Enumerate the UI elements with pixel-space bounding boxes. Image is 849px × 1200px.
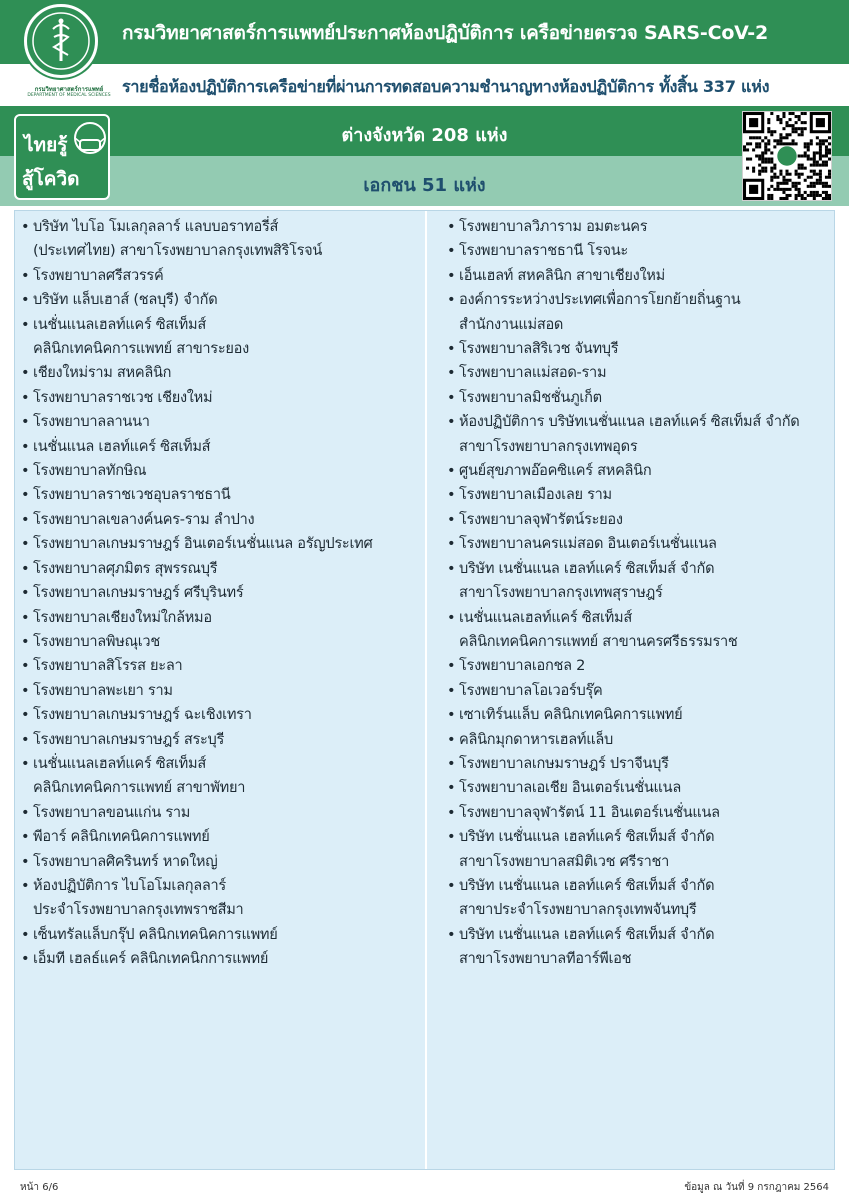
lab-name: โรงพยาบาลศรีสวรรค์	[33, 266, 164, 284]
lab-name: บริษัท แล็บเฮาส์ (ชลบุรี) จำกัด	[33, 291, 218, 309]
list-item	[19, 557, 421, 581]
dept-name-th: กรมวิทยาศาสตร์การแพทย์	[34, 86, 104, 93]
list-item	[445, 776, 833, 800]
list-item	[19, 850, 421, 874]
qr-code-icon	[743, 112, 831, 200]
list-item	[445, 654, 833, 678]
list-item	[445, 606, 833, 655]
list-item	[19, 532, 421, 556]
right-lab-list	[445, 215, 833, 972]
lab-name: โรงพยาบาลราชธานี โรจนะ	[459, 242, 628, 260]
list-item	[19, 288, 421, 312]
lab-name: โรงพยาบาลเกษมราษฎร์ ฉะเชิงเทรา	[33, 706, 252, 724]
list-item	[445, 923, 833, 972]
data-date: ข้อมูล ณ วันที่ 9 กรกฎาคม 2564	[684, 1182, 829, 1193]
list-item	[445, 728, 833, 752]
list-item	[445, 264, 833, 288]
list-item	[19, 386, 421, 410]
lab-name: โรงพยาบาลราชเวช เชียงใหม่	[33, 388, 213, 406]
lab-name: ศูนย์สุขภาพอ๊อคซิแคร์ สหคลินิก	[459, 462, 652, 480]
list-item	[445, 361, 833, 385]
lab-name-line-2: สาขาโรงพยาบาลทีอาร์พีเอช	[459, 950, 632, 968]
lab-name: ห้องปฏิบัติการ บริษัทเนชั่นแนล เฮลท์แคร์ ซิสเท็มส์ จำกัด	[459, 413, 800, 431]
lab-name: โรงพยาบาลสิโรรส ยะลา	[33, 657, 183, 675]
lab-name: บริษัท ไบโอ โมเลกุลลาร์ แลบบอราทอรี่ส์	[33, 218, 279, 235]
list-item	[19, 215, 421, 264]
list-item	[445, 459, 833, 483]
list-item	[19, 630, 421, 654]
lab-name-line-2: สาขาโรงพยาบาลกรุงเทพสุราษฎร์	[459, 584, 663, 602]
lab-name-line-2: ประจำโรงพยาบาลกรุงเทพราชสีมา	[33, 901, 244, 919]
list-item	[19, 313, 421, 362]
list-item	[19, 703, 421, 727]
list-item	[445, 532, 833, 556]
lab-name: โรงพยาบาลขอนแก่น ราม	[33, 803, 191, 821]
lab-name: พีอาร์ คลินิกเทคนิคการแพทย์	[33, 828, 210, 846]
lab-name: ห้องปฏิบัติการ ไบโอโมเลกุลลาร์	[33, 876, 226, 894]
list-item	[19, 361, 421, 385]
list-item	[19, 435, 421, 459]
list-item	[445, 386, 833, 410]
lab-name: เนชั่นแนล เฮลท์แคร์ ซิสเท็มส์	[33, 437, 211, 455]
list-item	[19, 752, 421, 801]
lab-name: บริษัท เนชั่นแนล เฮลท์แคร์ ซิสเท็มส์ จำกัด	[459, 559, 715, 577]
lab-name: โรงพยาบาลราชเวชอุบลราชธานี	[33, 486, 231, 504]
list-item	[19, 654, 421, 678]
list-item	[19, 483, 421, 507]
list-item	[445, 825, 833, 874]
list-item	[19, 825, 421, 849]
dept-name-en: DEPARTMENT OF MEDICAL SCIENCES	[27, 93, 111, 98]
list-item	[19, 606, 421, 630]
column-divider	[425, 211, 427, 1169]
lab-name: โรงพยาบาลเอกชล 2	[459, 657, 586, 675]
lab-name: โรงพยาบาลเขลางค์นคร-ราม ลำปาง	[33, 510, 255, 528]
list-item	[19, 410, 421, 434]
list-item	[445, 410, 833, 459]
lab-name: บริษัท เนชั่นแนล เฮลท์แคร์ ซิสเท็มส์ จำกัด	[459, 828, 715, 846]
lab-name-line-2: สาขาโรงพยาบาลกรุงเทพอุดร	[459, 437, 638, 455]
lab-name-line-2: คลินิกเทคนิคการแพทย์ สาขานครศรีธรรมราช	[459, 632, 738, 650]
list-item	[445, 557, 833, 606]
lab-name: โรงพยาบาลโอเวอร์บรุ๊ค	[459, 681, 603, 699]
lab-name-line-2: สาขาประจำโรงพยาบาลกรุงเทพจันทบุรี	[459, 901, 697, 919]
lab-name: เนชั่นแนลเฮลท์แคร์ ซิสเท็มส์	[33, 315, 206, 333]
list-item	[445, 679, 833, 703]
lab-name: เซ็นทรัลแล็บกรุ๊ป คลินิกเทคนิคการแพทย์	[33, 925, 278, 943]
list-item	[19, 923, 421, 947]
dms-logo	[14, 4, 110, 100]
left-lab-list	[19, 215, 421, 972]
section-band	[0, 106, 849, 206]
lab-name: เอ็มที เฮลธ์แคร์ คลินิกเทคนิกการแพทย์	[33, 950, 269, 968]
lab-name: โรงพยาบาลเมืองเลย ราม	[459, 486, 612, 504]
lab-name: โรงพยาบาลเกษมราษฎร์ อินเตอร์เนชั่นแนล อรัญประเทศ	[33, 535, 373, 553]
campaign-badge	[14, 114, 110, 200]
lab-name: โรงพยาบาลลานนา	[33, 413, 150, 431]
list-item	[445, 801, 833, 825]
lab-name-line-2: คลินิกเทคนิคการแพทย์ สาขาระยอง	[33, 340, 249, 358]
lab-name: โรงพยาบาลวิภาราม อมตะนคร	[459, 218, 648, 235]
lab-name: โรงพยาบาลเกษมราษฎร์ ปราจีนบุรี	[459, 754, 669, 772]
badge-line-1: ไทยรู้	[24, 134, 68, 156]
lab-name: บริษัท เนชั่นแนล เฮลท์แคร์ ซิสเท็มส์ จำกัด	[459, 876, 715, 894]
page-title: กรมวิทยาศาสตร์การแพทย์ประกาศห้องปฏิบัติการ เครือข่ายตรวจ SARS-CoV-2	[122, 22, 769, 44]
lab-name: เนชั่นแนลเฮลท์แคร์ ซิสเท็มส์	[33, 754, 206, 772]
list-item	[19, 581, 421, 605]
list-item	[445, 483, 833, 507]
lab-name: เอ็นเฮลท์ สหคลินิก สาขาเชียงใหม่	[459, 266, 665, 284]
lab-name: เนชั่นแนลเฮลท์แคร์ ซิสเท็มส์	[459, 608, 632, 626]
lab-name: องค์การระหว่างประเทศเพื่อการโยกย้ายถิ่นฐาน	[459, 291, 741, 309]
list-item	[19, 459, 421, 483]
lab-name: โรงพยาบาลเกษมราษฎร์ ศรีบุรินทร์	[33, 584, 244, 602]
lab-name: โรงพยาบาลเกษมราษฎร์ สระบุรี	[33, 730, 225, 748]
lab-name-line-2: คลินิกเทคนิคการแพทย์ สาขาพัทยา	[33, 779, 246, 797]
lab-name: โรงพยาบาลมิชชั่นภูเก็ต	[459, 388, 602, 406]
lab-name-line-2: สาขาโรงพยาบาลสมิติเวช ศรีราชา	[459, 852, 670, 870]
lab-name-line-2: สำนักงานแม่สอด	[459, 315, 564, 333]
lab-name: โรงพยาบาลจุฬารัตน์ระยอง	[459, 510, 623, 528]
face-mask-icon	[72, 120, 108, 160]
lab-name: โรงพยาบาลจุฬารัตน์ 11 อินเตอร์เนชั่นแนล	[459, 803, 720, 821]
lab-name: โรงพยาบาลทักษิณ	[33, 462, 147, 480]
list-item	[19, 947, 421, 971]
list-item	[445, 239, 833, 263]
sector-heading: เอกชน 51 แห่ง	[363, 175, 486, 196]
lab-name: โรงพยาบาลสิริเวช จันทบุรี	[459, 340, 619, 358]
list-item	[445, 508, 833, 532]
lab-name: โรงพยาบาลศุภมิตร สุพรรณบุรี	[33, 559, 218, 577]
list-item	[445, 215, 833, 239]
lab-name: โรงพยาบาลเอเชีย อินเตอร์เนชั่นแนล	[459, 779, 681, 797]
badge-line-2: สู้โควิด	[22, 168, 80, 190]
lab-name: โรงพยาบาลแม่สอด-ราม	[459, 364, 607, 382]
list-item	[19, 728, 421, 752]
lab-name: บริษัท เนชั่นแนล เฮลท์แคร์ ซิสเท็มส์ จำกัด	[459, 925, 715, 943]
list-item	[445, 703, 833, 727]
lab-list-panel	[14, 210, 835, 1170]
lab-name: โรงพยาบาลพะเยา ราม	[33, 681, 173, 699]
lab-name: โรงพยาบาลนครแม่สอด อินเตอร์เนชั่นแนล	[459, 535, 717, 553]
list-item	[19, 508, 421, 532]
dms-emblem-icon	[24, 4, 98, 78]
region-heading: ต่างจังหวัด 208 แห่ง	[341, 125, 508, 146]
lab-name: เชียงใหม่ราม สหคลินิก	[33, 364, 172, 382]
list-item	[19, 874, 421, 923]
lab-name-line-2: (ประเทศไทย) สาขาโรงพยาบาลกรุงเทพสิริโรจน์	[33, 242, 323, 260]
page-subtitle: รายชื่อห้องปฏิบัติการเครือข่ายที่ผ่านการทดสอบความชำนาญทางห้องปฏิบัติการ ทั้งสิ้น 337 แห่ง	[122, 77, 770, 96]
qr-code[interactable]	[742, 111, 832, 201]
lab-name: เซาเทิร์นแล็บ คลินิกเทคนิคการแพทย์	[459, 706, 683, 724]
list-item	[19, 801, 421, 825]
lab-name: โรงพยาบาลศิครินทร์ หาดใหญ่	[33, 852, 218, 870]
page-number: หน้า 6/6	[20, 1182, 59, 1193]
list-item	[445, 288, 833, 337]
list-item	[445, 337, 833, 361]
list-item	[445, 752, 833, 776]
lab-name: โรงพยาบาลเชียงใหม่ใกล้หมอ	[33, 608, 212, 626]
list-item	[445, 874, 833, 923]
lab-name: โรงพยาบาลพิษณุเวช	[33, 632, 160, 650]
lab-name: คลินิกมุกดาหารเฮลท์แล็บ	[459, 730, 613, 748]
list-item	[19, 264, 421, 288]
list-item	[19, 679, 421, 703]
